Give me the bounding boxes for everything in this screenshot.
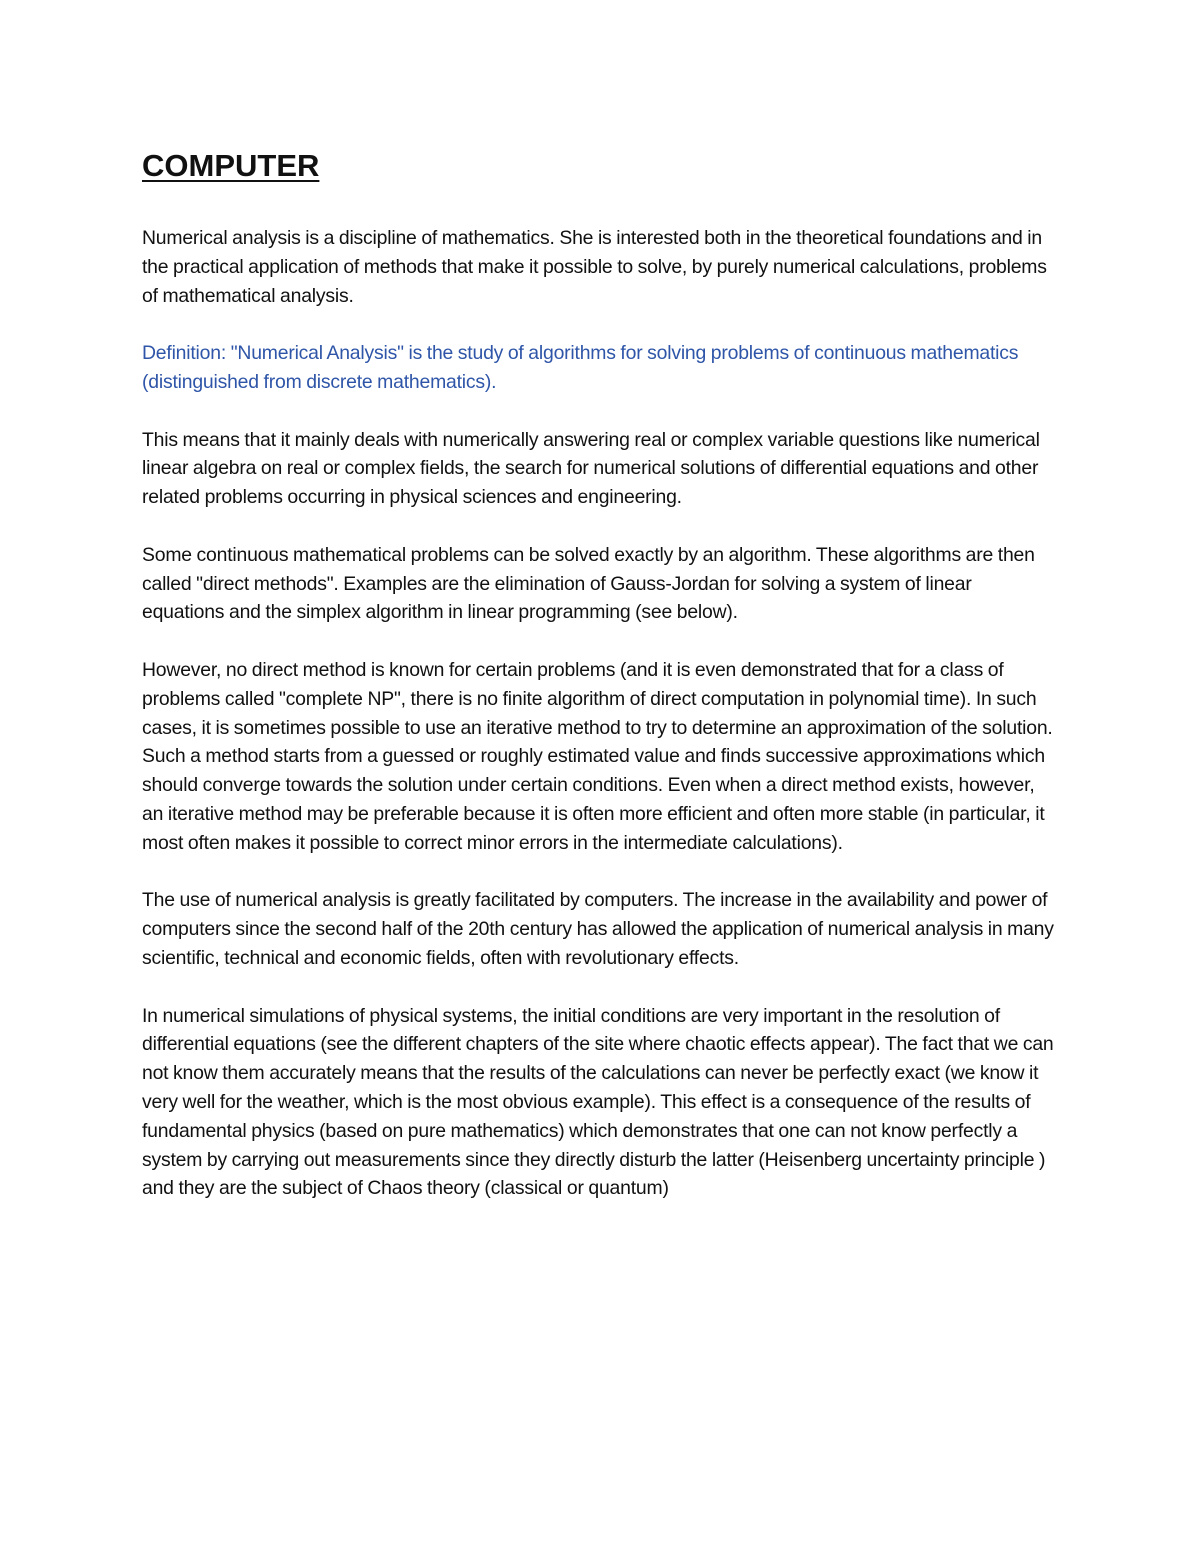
paragraph-scope: This means that it mainly deals with numerically answering real or complex variable questions like numerical linear algebra on real or complex fields, the search for numerical solutions of differential equations and other related problems occurring in physical sciences and engineering. xyxy=(142,428,1040,509)
paragraph-definition: Definition: "Numerical Analysis" is the study of algorithms for solving problems of continuous mathematics (distinguished from discrete mathematics). xyxy=(142,342,1019,393)
document-page xyxy=(142,138,1058,1232)
paragraph-computers: The use of numerical analysis is greatly facilitated by computers. The increase in the availability and power of computers since the second half of the 20th century has allowed the application of numerical analysis in many scientific, technical and economic fields, often with revolutionary effects. xyxy=(142,889,1054,969)
document-title: COMPUTER xyxy=(142,148,320,183)
paragraph-direct-methods: Some continuous mathematical problems can be solved exactly by an algorithm. These algorithms are then called "direct methods". Examples are the elimination of Gauss-Jordan for solving a system of linear equations and the simplex algorithm in linear programming (see below). xyxy=(142,543,1035,624)
paragraph-intro: Numerical analysis is a discipline of mathematics. She is interested both in the theoretical foundations and in the practical application of methods that make it possible to solve, by purely numerical calculations, problems of mathematical analysis. xyxy=(142,227,1047,307)
paragraph-simulations: In numerical simulations of physical systems, the initial conditions are very important in the resolution of differential equations (see the different chapters of the site where chaotic effects appear). The fact that we can not know them accurately means that the results of the calculations can never be perfectly exact (we know it very well for the weather, which is the most obvious example). This effect is a consequence of the results of fundamental physics (based on pure mathematics) which demonstrates that one can not know perfectly a system by carrying out measurements since they directly disturb the latter (Heisenberg uncertainty principle ) and they are the subject of Chaos theory (classical or quantum) xyxy=(142,1004,1054,1200)
paragraph-iterative-methods: However, no direct method is known for certain problems (and it is even demonstrated that for a class of problems called "complete NP", there is no finite algorithm of direct computation in polynomial time). In such cases, it is sometimes possible to use an iterative method to try to determine an approximation of the solution. Such a method starts from a guessed or roughly estimated value and finds successive approximations which should converge towards the solution under certain conditions. Even when a direct method exists, however, an iterative method may be preferable because it is often more efficient and often more stable (in particular, it most often makes it possible to correct minor errors in the intermediate calculations). xyxy=(142,658,1053,854)
